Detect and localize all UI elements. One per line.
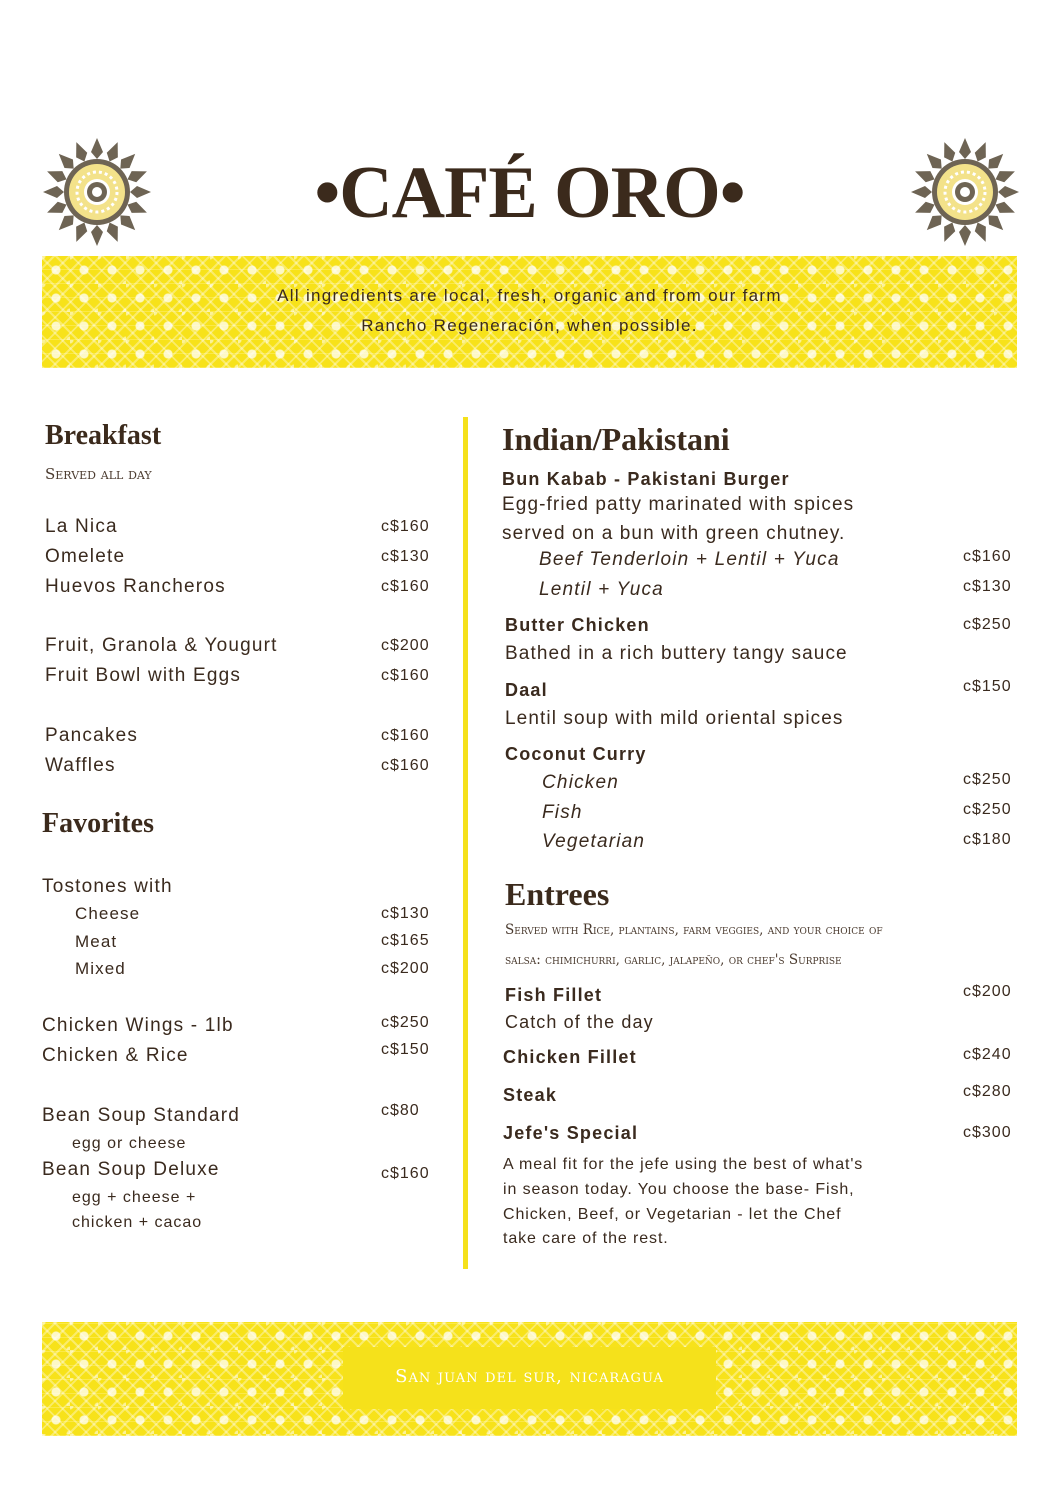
- menu-item-description: Bathed in a rich buttery tangy sauce: [505, 643, 848, 664]
- menu-item-price: c$250: [381, 1014, 430, 1031]
- menu-item-name: La Nica: [45, 516, 118, 537]
- menu-item-name: Fruit Bowl with Eggs: [45, 665, 242, 686]
- menu-option-name: Chicken: [542, 772, 620, 793]
- menu-item-description: Egg-fried patty marinated with spices: [502, 494, 855, 515]
- menu-item-price: c$280: [963, 1083, 1012, 1100]
- menu-item-price: c$160: [381, 1165, 430, 1182]
- breakfast-subtitle: Served all day: [45, 465, 152, 483]
- menu-item-description: Chicken, Beef, or Vegetarian - let the Chef: [503, 1206, 842, 1223]
- menu-item-name: Chicken Wings - 1lb: [42, 1015, 234, 1036]
- menu-item-note: egg + cheese +: [72, 1189, 197, 1206]
- menu-item-name: Bun Kabab - Pakistani Burger: [502, 469, 790, 489]
- menu-option-name: Lentil + Yuca: [539, 579, 664, 600]
- menu-item-price: c$160: [381, 518, 430, 535]
- menu-item-description: A meal fit for the jefe using the best of what's: [503, 1156, 864, 1173]
- location-text: San juan del sur, nicaragua: [395, 1366, 664, 1387]
- menu-item-note: chicken + cacao: [72, 1214, 203, 1231]
- menu-item-name: Omelete: [45, 546, 126, 567]
- menu-option-name: Mixed: [75, 959, 126, 978]
- menu-item-price: c$130: [963, 578, 1012, 595]
- menu-item-price: c$150: [381, 1041, 430, 1058]
- menu-item-price: c$160: [381, 757, 430, 774]
- menu-item-price: c$130: [381, 905, 430, 922]
- menu-item-name: Butter Chicken: [505, 615, 650, 635]
- menu-item-name: Chicken Fillet: [503, 1047, 637, 1067]
- menu-option-name: Meat: [75, 932, 118, 951]
- menu-item-price: c$160: [381, 578, 430, 595]
- menu-item-name: Coconut Curry: [505, 744, 647, 764]
- menu-item-description: in season today. You choose the base- Fish,: [503, 1181, 855, 1198]
- menu-item-name: Fish Fillet: [505, 985, 603, 1005]
- menu-item-price: c$160: [963, 548, 1012, 565]
- menu-item-description: served on a bun with green chutney.: [502, 523, 846, 544]
- menu-item-price: c$250: [963, 771, 1012, 788]
- tagline-line-2: Rancho Regeneración, when possible.: [361, 316, 698, 335]
- menu-item-name: Pancakes: [45, 725, 139, 746]
- breakfast-heading: Breakfast: [45, 420, 162, 451]
- menu-item-description: Lentil soup with mild oriental spices: [505, 708, 844, 729]
- column-divider: [463, 417, 468, 1269]
- menu-item-price: c$200: [381, 960, 430, 977]
- entrees-note: Served with Rice, plantains, farm veggies, and your choice of: [505, 922, 883, 938]
- menu-item-price: c$80: [381, 1102, 420, 1119]
- menu-item-description: take care of the rest.: [503, 1230, 669, 1247]
- menu-item-name: Steak: [503, 1085, 558, 1105]
- menu-item-name: Tostones with: [42, 876, 173, 897]
- cafe-title: •CAFÉ ORO•: [314, 152, 745, 234]
- menu-item-name: Jefe's Special: [503, 1123, 639, 1143]
- menu-option-name: Vegetarian: [542, 831, 646, 852]
- menu-item-price: c$160: [381, 667, 430, 684]
- favorites-heading: Favorites: [42, 808, 154, 839]
- menu-item-name: Huevos Rancheros: [45, 576, 226, 597]
- menu-item-price: c$150: [963, 678, 1012, 695]
- menu-item-description: Catch of the day: [505, 1012, 654, 1032]
- menu-option-name: Fish: [542, 802, 583, 823]
- entrees-heading: Entrees: [505, 876, 610, 912]
- menu-item-name: Chicken & Rice: [42, 1045, 189, 1066]
- menu-item-name: Fruit, Granola & Yougurt: [45, 635, 278, 656]
- menu-item-price: c$250: [963, 616, 1012, 633]
- menu-item-name: Bean Soup Deluxe: [42, 1159, 220, 1180]
- menu-item-price: c$165: [381, 932, 430, 949]
- indian-pakistani-heading: Indian/Pakistani: [502, 421, 730, 457]
- menu-item-price: c$240: [963, 1046, 1012, 1063]
- entrees-note: salsa: chimichurri, garlic, jalapeño, or chef's Surprise: [505, 952, 842, 968]
- menu-item-name: Bean Soup Standard: [42, 1105, 241, 1126]
- menu-option-name: Beef Tenderloin + Lentil + Yuca: [539, 549, 840, 570]
- menu-item-price: c$200: [963, 983, 1012, 1000]
- menu-item-price: c$200: [381, 637, 430, 654]
- menu-item-price: c$300: [963, 1124, 1012, 1141]
- menu-option-name: Cheese: [75, 904, 141, 923]
- menu-item-name: Daal: [505, 680, 548, 700]
- tagline-line-1: All ingredients are local, fresh, organic and from our farm: [277, 286, 782, 305]
- menu-item-price: c$130: [381, 548, 430, 565]
- menu-item-name: Waffles: [45, 755, 116, 776]
- top-pattern-band: [42, 256, 1017, 368]
- menu-item-note: egg or cheese: [72, 1135, 187, 1152]
- menu-item-price: c$180: [963, 831, 1012, 848]
- menu-item-price: c$160: [381, 727, 430, 744]
- menu-item-price: c$250: [963, 801, 1012, 818]
